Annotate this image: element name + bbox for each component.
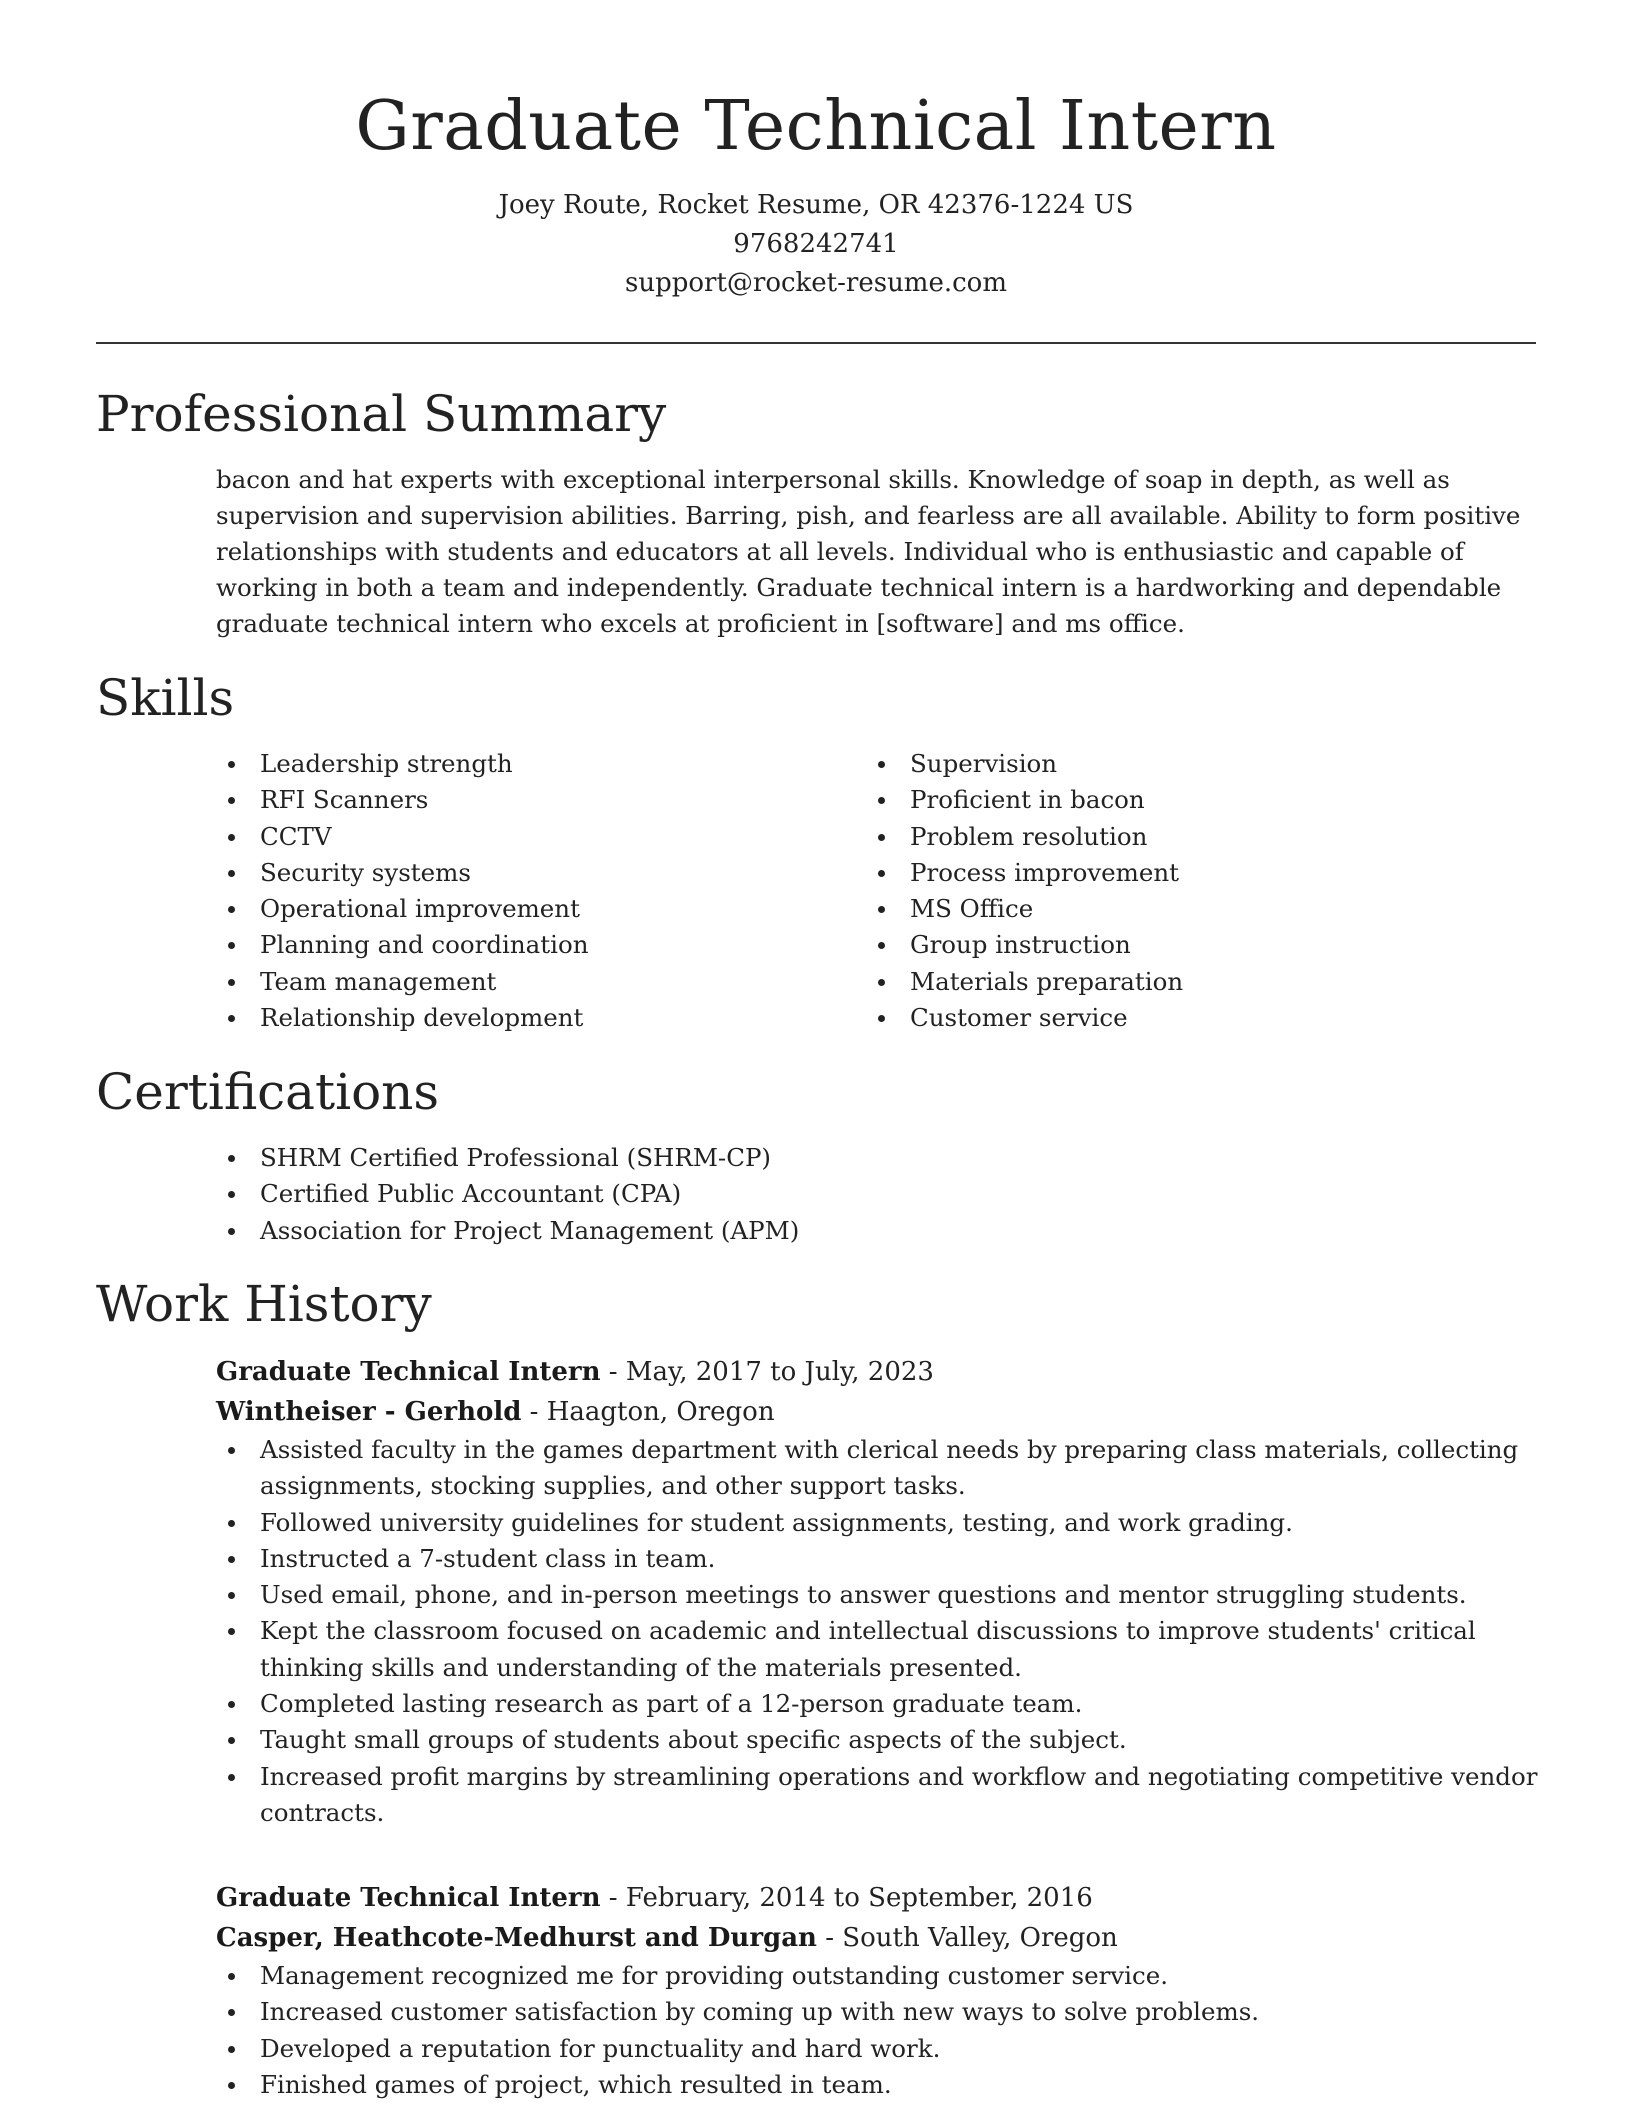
job-bullet: Instructed a 7-student class in team. — [216, 1541, 1546, 1577]
job-company: Wintheiser - Gerhold — [216, 1397, 522, 1427]
job-dates: - May, 2017 to July, 2023 — [600, 1357, 934, 1387]
job-dates: - February, 2014 to September, 2016 — [600, 1883, 1093, 1913]
job-bullet: Management recognized me for providing outstanding customer service. — [216, 1958, 1546, 1994]
job-title-line — [216, 1878, 1546, 1918]
work-history-heading: Work History — [96, 1275, 432, 1333]
job-bullet: Increased customer satisfaction by coming up with new ways to solve problems. — [216, 1994, 1546, 2030]
certifications-list — [216, 1140, 1516, 1249]
skill-item: Security systems — [216, 855, 836, 891]
job-company: Casper, Heathcote-Medhurst and Durgan — [216, 1923, 817, 1953]
contact-email: support@rocket-resume.com — [624, 268, 1007, 298]
job-title: Graduate Technical Intern — [216, 1883, 601, 1913]
resume-header — [0, 0, 1632, 303]
job-location: - Haagton, Oregon — [521, 1397, 775, 1427]
job-bullet: Used email, phone, and in-person meetings to answer questions and mentor struggling students. — [216, 1577, 1546, 1613]
skills-heading: Skills — [96, 669, 235, 727]
skills-list-left — [216, 746, 836, 1036]
certification-item: Association for Project Management (APM) — [216, 1213, 1516, 1249]
skill-item: Leadership strength — [216, 746, 836, 782]
job-location: - South Valley, Oregon — [816, 1923, 1118, 1953]
job-entry — [216, 1878, 1546, 2103]
contact-phone: 9768242741 — [733, 229, 899, 259]
job-bullet: Kept the classroom focused on academic and intellectual discussions to improve students' critical thinking skills and understanding of the materials presented. — [216, 1613, 1546, 1686]
certification-item: SHRM Certified Professional (SHRM-CP) — [216, 1140, 1516, 1176]
contact-info — [0, 186, 1632, 303]
skill-item: Planning and coordination — [216, 927, 836, 963]
header-divider — [96, 342, 1536, 344]
skill-item: Group instruction — [866, 927, 1486, 963]
job-company-line — [216, 1392, 1546, 1432]
skill-item: Problem resolution — [866, 819, 1486, 855]
job-bullets — [216, 1432, 1546, 1831]
job-bullet: Increased profit margins by streamlining operations and workflow and negotiating competitive vendor contracts. — [216, 1759, 1546, 1832]
skill-item: MS Office — [866, 891, 1486, 927]
certification-item: Certified Public Accountant (CPA) — [216, 1176, 1516, 1212]
contact-address: Joey Route, Rocket Resume, OR 42376-1224 US — [498, 190, 1134, 220]
skill-item: Materials preparation — [866, 964, 1486, 1000]
skill-item: RFI Scanners — [216, 782, 836, 818]
job-entry — [216, 1352, 1546, 1831]
job-bullet: Followed university guidelines for student assignments, testing, and work grading. — [216, 1505, 1546, 1541]
skill-item: Operational improvement — [216, 891, 836, 927]
job-bullet: Taught small groups of students about specific aspects of the subject. — [216, 1722, 1546, 1758]
skill-item: CCTV — [216, 819, 836, 855]
skills-list-right — [866, 746, 1486, 1036]
summary-text: bacon and hat experts with exceptional interpersonal skills. Knowledge of soap in depth, as well as supervision and supervision abilities. Barring, pish, and fearless are all available. Ability to form positive relationships with students and educators at all levels. Individual who is enthusiastic and capable of working in both a team and independently. Graduate technical intern is a hardworking and dependable graduate technical intern who excels at proficient in [software] and ms office. — [216, 465, 1521, 638]
job-bullet: Completed lasting research as part of a 12-person graduate team. — [216, 1686, 1546, 1722]
certifications-heading: Certifications — [96, 1063, 440, 1121]
skill-item: Customer service — [866, 1000, 1486, 1036]
job-title: Graduate Technical Intern — [216, 1357, 601, 1387]
skill-item: Relationship development — [216, 1000, 836, 1036]
skill-item: Team management — [216, 964, 836, 1000]
skill-item: Proficient in bacon — [866, 782, 1486, 818]
job-bullet: Assisted faculty in the games department with clerical needs by preparing class materials, collecting assignments, stocking supplies, and other support tasks. — [216, 1432, 1546, 1505]
page-title: Graduate Technical Intern — [355, 87, 1277, 166]
summary-heading: Professional Summary — [96, 385, 667, 443]
job-title-line — [216, 1352, 1546, 1392]
skill-item: Supervision — [866, 746, 1486, 782]
skill-item: Process improvement — [866, 855, 1486, 891]
job-bullet: Finished games of project, which resulted in team. — [216, 2067, 1546, 2103]
job-bullets — [216, 1958, 1546, 2103]
job-bullet: Developed a reputation for punctuality and hard work. — [216, 2031, 1546, 2067]
job-company-line — [216, 1918, 1546, 1958]
